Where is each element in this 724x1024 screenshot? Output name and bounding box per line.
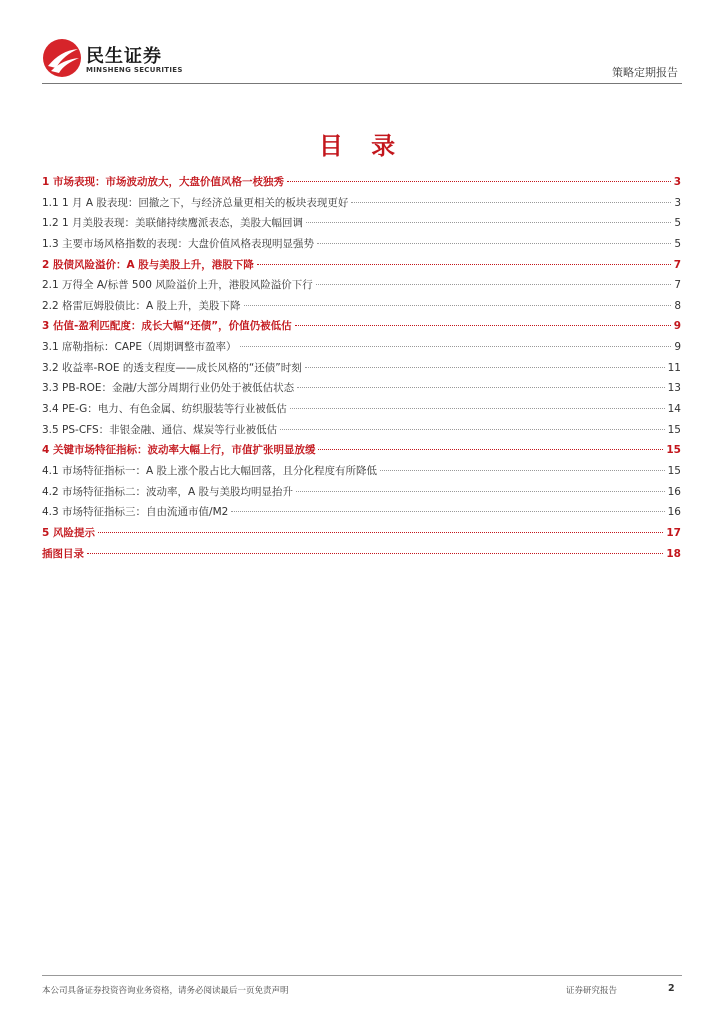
- toc-entry-page[interactable]: 7: [674, 279, 681, 292]
- toc-leader-dots: [380, 470, 665, 471]
- toc-entry[interactable]: [42, 339, 681, 360]
- brand-name-cn: 民生证券: [86, 46, 162, 67]
- toc-entry-page[interactable]: 3: [673, 176, 681, 188]
- toc-entry[interactable]: [42, 525, 681, 546]
- minsheng-logo-icon: [42, 38, 82, 78]
- toc-entry-page[interactable]: 17: [666, 526, 681, 539]
- toc-entry[interactable]: [42, 504, 681, 525]
- report-type-label: 策略定期报告: [612, 66, 678, 79]
- footer-divider: [42, 975, 682, 976]
- toc-leader-dots: [231, 511, 664, 512]
- toc-entry[interactable]: [42, 463, 681, 484]
- toc-entry-page[interactable]: 5: [674, 217, 681, 230]
- toc-entry-page[interactable]: 5: [674, 237, 681, 250]
- toc-leader-dots: [306, 222, 671, 223]
- toc-entry[interactable]: [42, 422, 681, 443]
- toc-entry-label[interactable]: 3.2 收益率-ROE 的透支程度——成长风格的“还债”时刻: [42, 361, 302, 374]
- toc-leader-dots: [297, 387, 665, 388]
- toc-entry[interactable]: [42, 484, 681, 505]
- toc-entry-page[interactable]: 3: [674, 196, 681, 209]
- toc-entry-label[interactable]: 插图目录: [42, 547, 84, 560]
- toc-entry-page[interactable]: 15: [667, 423, 681, 436]
- toc-title: 目 录: [318, 132, 406, 160]
- toc-entry-label[interactable]: 4.3 市场特征指标三：自由流通市值/M2: [42, 506, 229, 519]
- toc-leader-dots: [257, 264, 671, 265]
- toc-entry-page[interactable]: 15: [666, 444, 681, 457]
- toc-leader-dots: [305, 367, 665, 368]
- toc-entry[interactable]: [42, 257, 681, 278]
- toc-entry[interactable]: [42, 318, 681, 339]
- toc-leader-dots: [351, 202, 671, 203]
- toc-entry[interactable]: [42, 442, 681, 463]
- toc-leader-dots: [244, 305, 672, 306]
- toc-leader-dots: [240, 346, 672, 347]
- toc-entry-page[interactable]: 8: [674, 299, 681, 312]
- toc-entry-label[interactable]: 4.2 市场特征指标二：波动率，A 股与美股均明显抬升: [42, 485, 294, 498]
- toc-entry-page[interactable]: 16: [667, 506, 681, 519]
- toc-entry[interactable]: [42, 298, 681, 319]
- brand-name-en: MINSHENG SECURITIES: [86, 66, 183, 74]
- toc-entry-label[interactable]: 1 市场表现：市场波动放大，大盘价值风格一枝独秀: [42, 176, 284, 188]
- toc-entry-page[interactable]: 15: [667, 464, 681, 477]
- toc-entry-page[interactable]: 9: [673, 320, 681, 333]
- toc-entry-page[interactable]: 18: [666, 547, 681, 560]
- toc-leader-dots: [296, 491, 665, 492]
- toc-entry-page[interactable]: 9: [674, 341, 681, 354]
- toc-leader-dots: [295, 325, 671, 326]
- toc-leader-dots: [290, 408, 665, 409]
- toc-entry[interactable]: [42, 236, 681, 257]
- toc-entry-label[interactable]: 3.3 PB-ROE：金融/大部分周期行业仍处于被低估状态: [42, 382, 295, 395]
- toc-entry-label[interactable]: 3.4 PE-G：电力、有色金属、纺织服装等行业被低估: [42, 403, 287, 416]
- toc-leader-dots: [316, 284, 672, 285]
- toc-entry-label[interactable]: 2 股债风险溢价：A 股与美股上升，港股下降: [42, 258, 254, 271]
- toc-entry-page[interactable]: 7: [673, 258, 681, 271]
- toc-entry-label[interactable]: 1.2 1 月美股表现：美联储持续鹰派表态，美股大幅回调: [42, 217, 304, 230]
- toc-entry-page[interactable]: 16: [667, 485, 681, 498]
- toc-leader-dots: [98, 532, 663, 533]
- toc-leader-dots: [280, 429, 664, 430]
- toc-leader-dots: [317, 243, 671, 244]
- toc-entry-label[interactable]: 3.5 PS-CFS：非银金融、通信、煤炭等行业被低估: [42, 423, 278, 436]
- toc-entry-label[interactable]: 3 估值-盈利匹配度：成长大幅“还债”，价值仍被低估: [42, 320, 292, 333]
- toc-entry-label[interactable]: 4 关键市场特征指标：波动率大幅上行，市值扩张明显放缓: [42, 444, 316, 457]
- page-number: 2: [668, 983, 675, 994]
- toc-entry[interactable]: [42, 215, 681, 236]
- footer-disclaimer: 本公司具备证券投资咨询业务资格，请务必阅读最后一页免责声明: [42, 986, 289, 996]
- footer-doc-type: 证券研究报告: [566, 986, 618, 996]
- toc-entry-page[interactable]: 11: [667, 361, 681, 374]
- toc-entry-label[interactable]: 4.1 市场特征指标一：A 股上涨个股占比大幅回落，且分化程度有所降低: [42, 464, 378, 477]
- toc-entry-label[interactable]: 1.3 主要市场风格指数的表现：大盘价值风格表现明显强势: [42, 237, 315, 250]
- table-of-contents: [42, 174, 681, 566]
- toc-entry[interactable]: [42, 277, 681, 298]
- toc-entry[interactable]: [42, 401, 681, 422]
- toc-entry[interactable]: [42, 195, 681, 216]
- page-header: [42, 38, 682, 84]
- toc-leader-dots: [287, 181, 671, 182]
- toc-entry[interactable]: [42, 380, 681, 401]
- toc-leader-dots: [87, 553, 663, 554]
- toc-entry-label[interactable]: 5 风险提示: [42, 526, 95, 539]
- toc-leader-dots: [318, 449, 663, 450]
- toc-entry[interactable]: [42, 174, 681, 195]
- toc-entry-label[interactable]: 1.1 1 月 A 股表现：回撤之下，与经济总量更相关的板块表现更好: [42, 196, 349, 209]
- toc-entry-label[interactable]: 2.1 万得全 A/标普 500 风险溢价上升，港股风险溢价下行: [42, 279, 313, 292]
- header-divider: [42, 83, 682, 84]
- toc-entry-page[interactable]: 14: [667, 403, 681, 416]
- toc-entry-label[interactable]: 2.2 格雷厄姆股债比：A 股上升，美股下降: [42, 299, 241, 312]
- toc-entry-label[interactable]: 3.1 席勒指标：CAPE（周期调整市盈率）: [42, 341, 237, 354]
- toc-entry[interactable]: [42, 546, 681, 567]
- toc-entry[interactable]: [42, 360, 681, 381]
- toc-entry-page[interactable]: 13: [667, 382, 681, 395]
